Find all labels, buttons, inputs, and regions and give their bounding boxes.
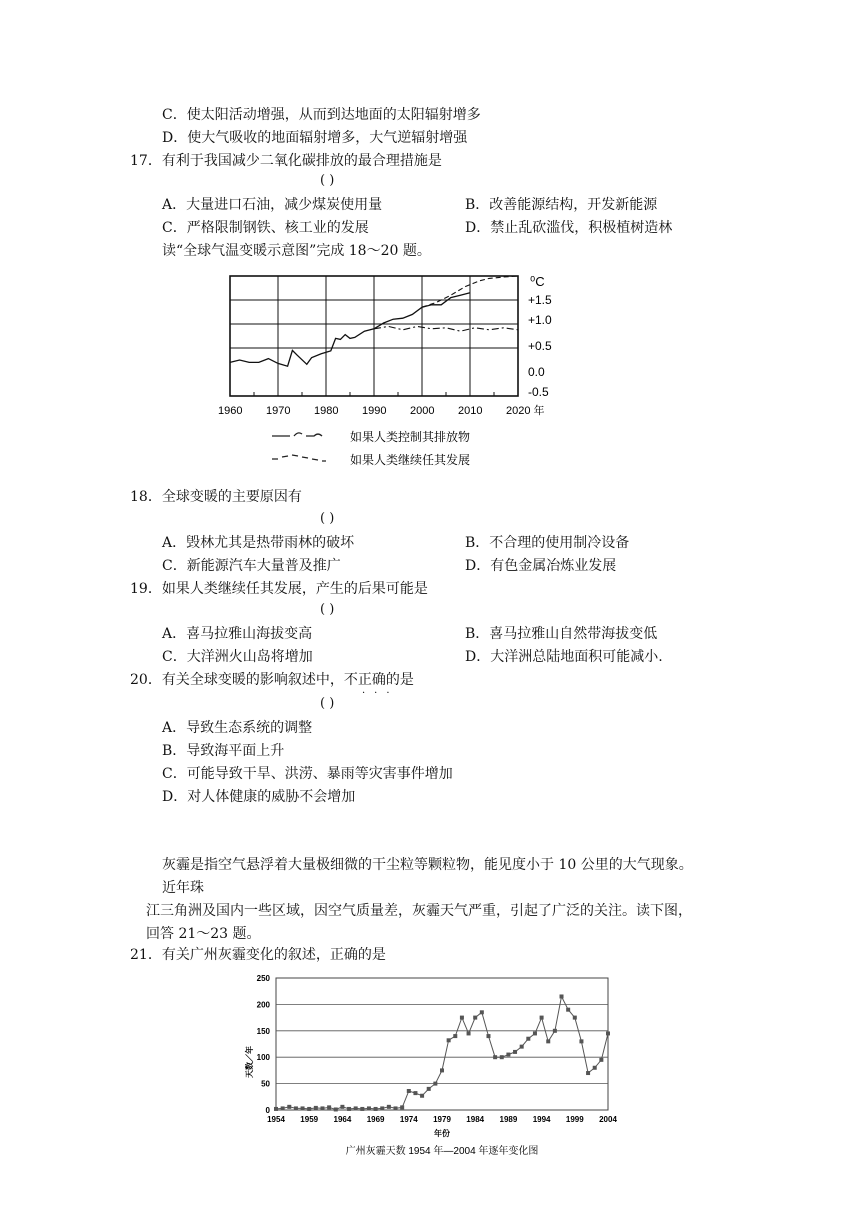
chart2-x-ticks <box>267 1115 617 1124</box>
q19-answer-paren: ( ) <box>320 602 335 617</box>
chart2-point <box>500 1055 504 1059</box>
q16-option-d: D．使大气吸收的地面辐射增多，大气逆辐射增强 <box>162 130 468 146</box>
chart2-point <box>467 1031 471 1035</box>
chart2-x-tick-label: 1959 <box>300 1115 319 1124</box>
q19-option-b: B．喜马拉雅山自然带海拔变低 <box>465 626 658 642</box>
q16-option-c: C．使太阳活动增强，从而到达地面的太阳辐射增多 <box>162 107 481 123</box>
q17-option-a: A．大量进口石油，减少煤炭使用量 <box>162 197 383 213</box>
chart2-point <box>407 1089 411 1093</box>
chart1-unit-label: ⁰C <box>530 274 545 289</box>
chart2-x-tick-label: 1969 <box>366 1115 385 1124</box>
q17-option-c: C．严格限制钢铁、核工业的发展 <box>162 220 369 236</box>
chart1-x-tick-label: 2010 <box>458 405 483 417</box>
q17-option-b: B．改善能源结构，开发新能源 <box>465 197 658 213</box>
q20-option-a: A．导致生态系统的调整 <box>162 720 313 736</box>
q19-option-c: C．大洋洲火山岛将增加 <box>162 649 313 665</box>
chart2-point <box>486 1034 490 1038</box>
chart2-point <box>340 1105 344 1109</box>
q19-stem: 19．如果人类继续任其发展，产生的后果可能是 <box>130 581 428 597</box>
chart2-point <box>440 1068 444 1072</box>
chart2-point <box>593 1066 597 1070</box>
q20-answer-paren: ( ) <box>320 696 335 711</box>
chart2-point <box>281 1106 285 1110</box>
chart2-point <box>400 1105 404 1109</box>
chart2-point <box>473 1016 477 1020</box>
chart1-y-tick-label: -0.5 <box>528 385 549 399</box>
chart2-y-tick-label: 100 <box>256 1053 270 1063</box>
chart2-point <box>480 1010 484 1014</box>
chart2-point <box>380 1106 384 1110</box>
chart2-point <box>427 1087 431 1091</box>
haze-passage-line3: 江三角洲及国内一些区域，因空气质量差，灰霾天气严重，引起了广泛的关注。读下图， <box>146 903 692 919</box>
chart2-point <box>314 1106 318 1110</box>
q19-option-a: A．喜马拉雅山海拔变高 <box>162 626 313 642</box>
q18-answer-paren: ( ) <box>320 511 335 526</box>
chart2-point <box>347 1107 351 1111</box>
chart2-x-tick-label: 1994 <box>532 1115 551 1124</box>
chart2-point <box>354 1106 358 1110</box>
chart2-point <box>526 1037 530 1041</box>
chart2-point <box>493 1055 497 1059</box>
global-warming-chart <box>210 266 570 476</box>
chart2-point <box>360 1107 364 1111</box>
chart2-point <box>513 1050 517 1054</box>
chart2-point <box>307 1107 311 1111</box>
q18-option-b: B．不合理的使用制冷设备 <box>465 535 630 551</box>
chart2-point <box>394 1106 398 1110</box>
chart1-grid <box>230 276 518 396</box>
chart1-y-tick-label: 0.0 <box>528 365 545 379</box>
chart1-y-tick-label: +1.5 <box>528 293 552 307</box>
chart2-point <box>579 1039 583 1043</box>
q20-option-c: C．可能导致干旱、洪涝、暴雨等灾害事件增加 <box>162 766 453 782</box>
legend-control-label: 如果人类控制其排放物 <box>350 430 471 444</box>
chart2-point <box>320 1106 324 1110</box>
q18-option-a: A．毁林尤其是热带雨林的破坏 <box>162 535 355 551</box>
chart2-series-line <box>276 997 608 1110</box>
chart1-control-line <box>374 326 518 331</box>
haze-passage-line2: 近年珠 <box>162 880 204 896</box>
chart1-x-tick-label: 2020 年 <box>506 405 545 417</box>
chart2-series <box>274 994 610 1111</box>
q19-option-d: D．大洋洲总陆地面积可能减小. <box>465 649 663 665</box>
chart1-x-ticks <box>218 403 545 417</box>
q17-answer-paren: ( ) <box>320 173 335 188</box>
chart2-point <box>566 1008 570 1012</box>
chart2-point <box>553 1029 557 1033</box>
chart2-point <box>274 1107 278 1111</box>
chart1-observed-line <box>230 293 470 366</box>
chart1-y-ticks <box>528 293 552 399</box>
chart2-x-tick-label: 1979 <box>433 1115 451 1124</box>
chart1-x-tick-label: 1980 <box>314 405 339 417</box>
q21-stem: 21．有关广州灰霾变化的叙述，正确的是 <box>130 947 386 963</box>
chart2-x-tick-label: 1984 <box>466 1115 485 1124</box>
chart2-point <box>453 1034 457 1038</box>
haze-passage-line1: 灰霾是指空气悬浮着大量极细微的干尘粒等颗粒物，能见度小于 10 公里的大气现象。 <box>162 857 693 873</box>
chart1-y-tick-label: +1.0 <box>528 313 552 327</box>
intro-18-20: 读“全球气温变暖示意图”完成 18～20 题。 <box>162 243 431 259</box>
chart2-y-tick-label: 200 <box>256 1000 270 1010</box>
chart2-y-ticks <box>257 974 271 1115</box>
chart2-point <box>606 1031 610 1035</box>
guangzhou-haze-chart <box>240 968 640 1164</box>
chart1-x-tick-label: 1960 <box>218 405 243 417</box>
chart2-point <box>327 1105 331 1109</box>
chart2-point <box>460 1016 464 1020</box>
chart2-point <box>586 1071 590 1075</box>
chart2-point <box>573 1016 577 1020</box>
chart2-x-tick-label: 1974 <box>399 1115 418 1124</box>
chart2-title: 广州灰霾天数 1954 年—2004 年逐年变化图 <box>345 1146 539 1157</box>
q17-stem: 17．有利于我国减少二氧化碳排放的最合理措施是 <box>130 153 442 169</box>
chart2-point <box>506 1053 510 1057</box>
chart1-legend <box>272 429 470 467</box>
chart2-point <box>374 1107 378 1111</box>
chart2-y-tick-label: 0 <box>265 1106 270 1115</box>
chart2-point <box>420 1094 424 1098</box>
chart2-y-tick-label: 50 <box>261 1079 270 1089</box>
chart2-x-tick-label: 1999 <box>565 1115 584 1124</box>
chart2-point <box>433 1082 437 1086</box>
chart2-point <box>560 994 564 998</box>
haze-passage-line4: 回答 21～23 题。 <box>146 926 261 942</box>
chart2-point <box>294 1106 298 1110</box>
chart2-grid <box>276 978 608 1110</box>
q20-option-d: D．对人体健康的威胁不会增加 <box>162 789 356 805</box>
chart1-y-tick-label: +0.5 <box>528 339 552 353</box>
chart2-point <box>387 1105 391 1109</box>
chart1-x-tick-label: 1970 <box>266 405 291 417</box>
emphasis-dots: ··· <box>362 688 399 699</box>
q20-stem: 20．有关全球变暖的影响叙述中，不正确的是 <box>130 672 414 688</box>
q20-option-b: B．导致海平面上升 <box>162 743 285 759</box>
chart2-point <box>287 1105 291 1109</box>
chart2-point <box>413 1091 417 1095</box>
chart2-x-tick-label: 1989 <box>499 1115 518 1124</box>
chart2-x-tick-label: 2004 <box>599 1115 617 1124</box>
q18-option-c: C．新能源汽车大量普及推广 <box>162 558 341 574</box>
chart2-point <box>540 1016 544 1020</box>
chart2-point <box>546 1039 550 1043</box>
legend-continue-label: 如果人类继续任其发展 <box>350 453 471 467</box>
chart1-x-tick-label: 2000 <box>410 405 435 417</box>
legend-control-line-sample <box>272 433 322 436</box>
chart2-point <box>533 1031 537 1035</box>
q17-option-d: D．禁止乱砍滥伐，积极植树造林 <box>465 220 673 236</box>
chart2-x-tick-label: 1954 <box>267 1115 285 1124</box>
chart2-point <box>301 1106 305 1110</box>
chart2-point <box>599 1058 603 1062</box>
chart1-x-tick-label: 1990 <box>362 405 387 417</box>
chart2-point <box>447 1038 451 1042</box>
chart2-point <box>520 1045 524 1049</box>
chart2-point <box>334 1107 338 1111</box>
q18-stem: 18．全球变暖的主要原因有 <box>130 489 302 505</box>
legend-continue-line-sample <box>272 455 326 461</box>
chart2-x-axis-label: 年份 <box>434 1129 450 1138</box>
q18-option-d: D．有色金属冶炼业发展 <box>465 558 617 574</box>
chart2-y-tick-label: 250 <box>256 974 270 983</box>
chart2-y-tick-label: 150 <box>256 1026 270 1036</box>
chart2-point <box>367 1106 371 1110</box>
chart2-x-tick-label: 1964 <box>333 1115 352 1124</box>
chart2-frame <box>276 978 608 1110</box>
chart2-y-axis-label: 天数／年 <box>245 1046 254 1078</box>
